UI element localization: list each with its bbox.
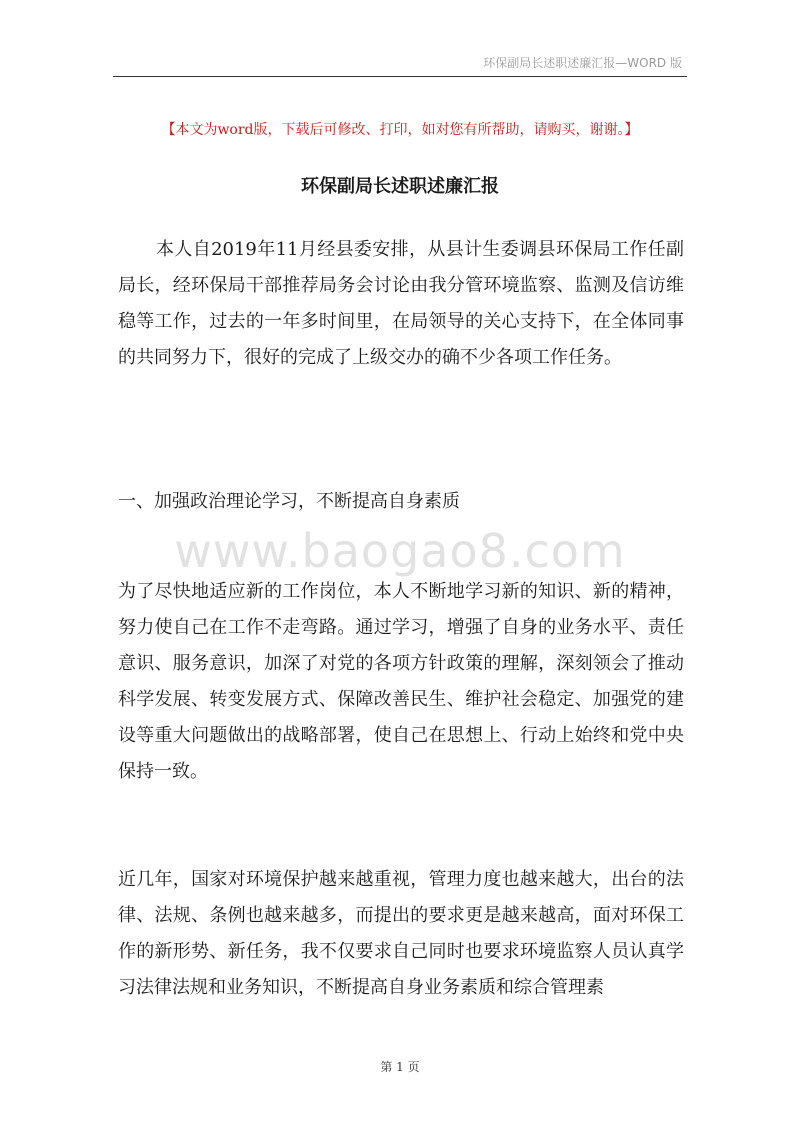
page-number: 第 1 页 (380, 1060, 420, 1074)
watermark: www.baogao8.com (174, 524, 626, 578)
body-paragraph-2: 为了尽快地适应新的工作岗位，本人不断地学习新的知识、新的精神，努力使自己在工作不走弯路。通过学习，增强了自身的业务水平、责任意识、服务意识，加深了对党的各项方针政策的理解，深刻领会了推动科学发展、转变发展方式、保障改善民生、维护社会稳定、加强党的建设等重大问题做出的战略部署，使自己在思想上、行动上始终和党中央保持一致。 (118, 581, 684, 782)
running-header: 环保副局长述职述廉汇报—WORD 版 (483, 56, 682, 70)
section-heading-1: 一、加强政治理论学习，不断提高自身素质 (118, 491, 460, 512)
download-notice: 【本文为word版，下载后可修改、打印，如对您有所帮助，请购买，谢谢。】 (161, 122, 639, 138)
header-divider (113, 76, 687, 77)
document-title: 环保副局长述职述廉汇报 (301, 176, 499, 197)
body-paragraph-3: 近几年，国家对环境保护越来越重视，管理力度也越来越大，出台的法律、法规、条例也越来越多，而提出的要求更是越来越高，面对环保工作的新形势、新任务，我不仅要求自己同时也要求环境监察人员认真学习法律法规和业务知识，不断提高自身业务素质和综合管理素 (118, 869, 684, 998)
body-paragraph-1: 本人自2019年11月经县委安排，从县计生委调县环保局工作任副局长，经环保局干部推荐局务会讨论由我分管环境监察、监测及信访维稳等工作，过去的一年多时间里，在局领导的关心支持下，在全体同事的共同努力下，很好的完成了上级交办的确不少各项工作任务。 (118, 239, 684, 368)
